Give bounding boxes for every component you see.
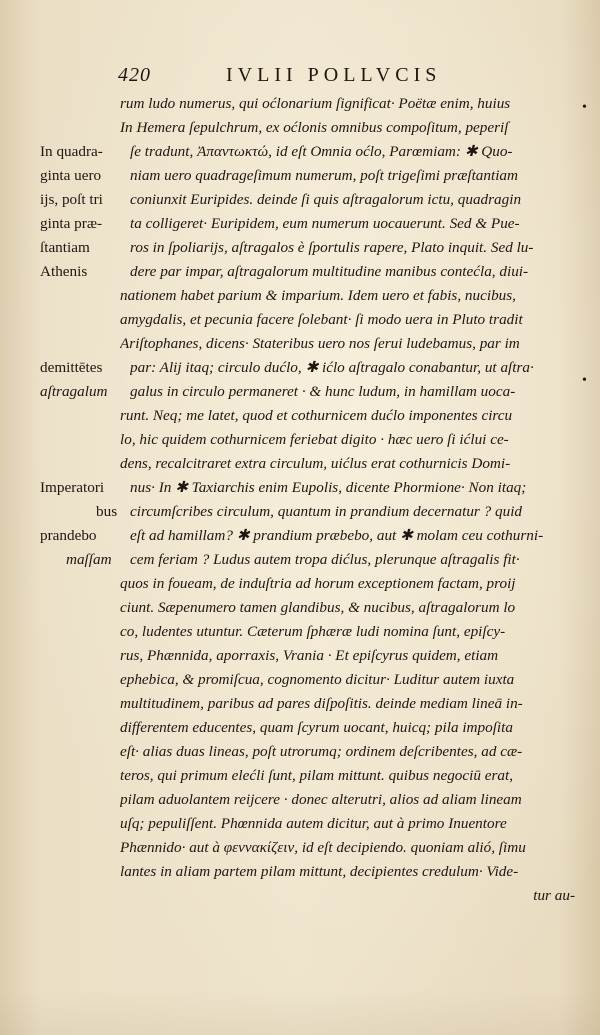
margin-note: ginta præ- [40, 215, 103, 232]
text-line: cem feriam ? Ludus autem tropa dićlus, plerunque aſtragalis fit· [130, 551, 520, 568]
text-line: runt. Neq; me latet, quod et cothurnicem dućlo imponentes circu [120, 407, 513, 424]
text-line: ciunt. Sæpenumero tamen glandibus, & nucibus, aſtragalorum lo [120, 599, 516, 616]
text-line: amygdalis, et pecunia facere ſolebant· ſi modo uera in Pluto tradit [120, 311, 523, 328]
margin-note: prandebo [40, 527, 97, 544]
text-line: In Hemera ſepulchrum, ex oćlonis omnibus compoſitum, peperiſ [120, 119, 509, 136]
margin-note: Athenis [40, 263, 88, 280]
page-header [118, 64, 518, 90]
text-line: circumſcribes circulum, quantum in prandium decernatur ? quid [130, 503, 523, 520]
text-line: ta colligeret· Euripidem, eum numerum uocauerunt. Sed & Pue- [130, 215, 520, 232]
text-line: rum ludo numerus, qui oćlonarium ſignificat· Poëtæ enim, huius [120, 95, 511, 112]
margin-note: demittētes [40, 359, 103, 376]
catchword-line: tur au- [533, 887, 575, 904]
text-line: co, ludentes utuntur. Cæterum ſphæræ ludi nomina ſunt, epiſcy- [120, 623, 506, 640]
text-line: galus in circulo permaneret · & hunc ludum, in hamillam uoca- [130, 383, 516, 400]
margin-note: Imperatori [40, 479, 105, 496]
text-line: dere par impar, aſtragalorum multitudine manibus contećla, diui- [130, 263, 529, 280]
margin-note: bus [96, 503, 118, 520]
margin-note: ſtantiam [40, 239, 90, 256]
page-shadow [0, 990, 600, 1035]
margin-mark-top: • [582, 100, 587, 115]
text-line: nationem habet parium & imparium. Idem uero et fabis, nucibus, [120, 287, 516, 304]
text-line: rus, Phænnida, aporraxis, Vrania · Et epiſcyrus quidem, etiam [120, 647, 499, 664]
text-line: differentem educentes, quam ſcyrum uocant, huicq; pila impoſita [120, 719, 513, 736]
text-line: ros in ſpoliarijs, aſtragalos è ſportulis rapere, Plato inquit. Sed lu- [130, 239, 534, 256]
margin-note: In quadra- [40, 143, 103, 160]
text-line: eſt· alias duas lineas, poſt utrorumq; ordinem deſcribentes, ad cæ- [120, 743, 523, 760]
text-line: pilam aduolantem reijcere · donec alterutri, alios ad aliam lineam [120, 791, 522, 808]
text-line: quos in foueam, de induſtria ad horum exceptionem factam, proij [120, 575, 516, 592]
margin-note: maſſam [66, 551, 112, 568]
text-line: multitudinem, paribus ad pares diſpoſitis. deinde mediam lineā in- [120, 695, 523, 712]
margin-note: ijs, poſt tri [40, 191, 103, 208]
text-line: Ariſtophanes, dicens· Stateribus uero nos ſerui ludebamus, par im [120, 335, 520, 352]
text-line: lantes in aliam partem pilam mittunt, decipientes credulum· Vide- [120, 863, 519, 880]
text-line: nus· In ✱ Taxiarchis enim Eupolis, dicente Phormione· Non itaq; [130, 479, 527, 496]
text-line: niam uero quadrageſimum numerum, poſt trigeſimi præſtantiam [130, 167, 518, 184]
text-line: par: Alij itaq; circulo dućlo, ✱ ićlo aſtragalo conabantur, ut aſtra· [130, 359, 534, 376]
text-line: ephebica, & promiſcua, cognomento dicitur· Luditur autem iuxta [120, 671, 515, 688]
text-line: ſe tradunt, Ἀπαντωκτώ, id eſt Omnia oćlo, Parœmiam: ✱ Quo- [130, 143, 513, 160]
text-line: Phænnido· aut à φεννακίζειν, id eſt decipiendo. quoniam alió, ſimu [120, 839, 526, 856]
text-line: lo, hic quidem cothurnicem feriebat digito · hæc uero ſi ićlui ce- [120, 431, 509, 448]
text-line: dens, recalcitraret extra circulum, uićlus erat cothurnicis Domi- [120, 455, 511, 472]
page-number: 420 [118, 64, 151, 86]
text-line: eſt ad hamillam? ✱ prandium præbebo, aut ✱ molam ceu cothurni- [130, 527, 544, 544]
margin-mark-mid: • [582, 373, 587, 388]
margin-note: ginta uero [40, 167, 102, 184]
running-title: IVLII POLLVCIS [226, 64, 442, 86]
text-line: uſq; pepuliſſent. Phœnnida autem dicitur, aut à primo Inuentore [120, 815, 507, 832]
text-line: coniunxit Euripides. deinde ſi quis aſtragalorum ictu, quadragin [130, 191, 522, 208]
margin-note: aſtragalum [40, 383, 108, 400]
text-line: teros, qui primum elećli ſunt, pilam mittunt. quibus negociū erat, [120, 767, 514, 784]
